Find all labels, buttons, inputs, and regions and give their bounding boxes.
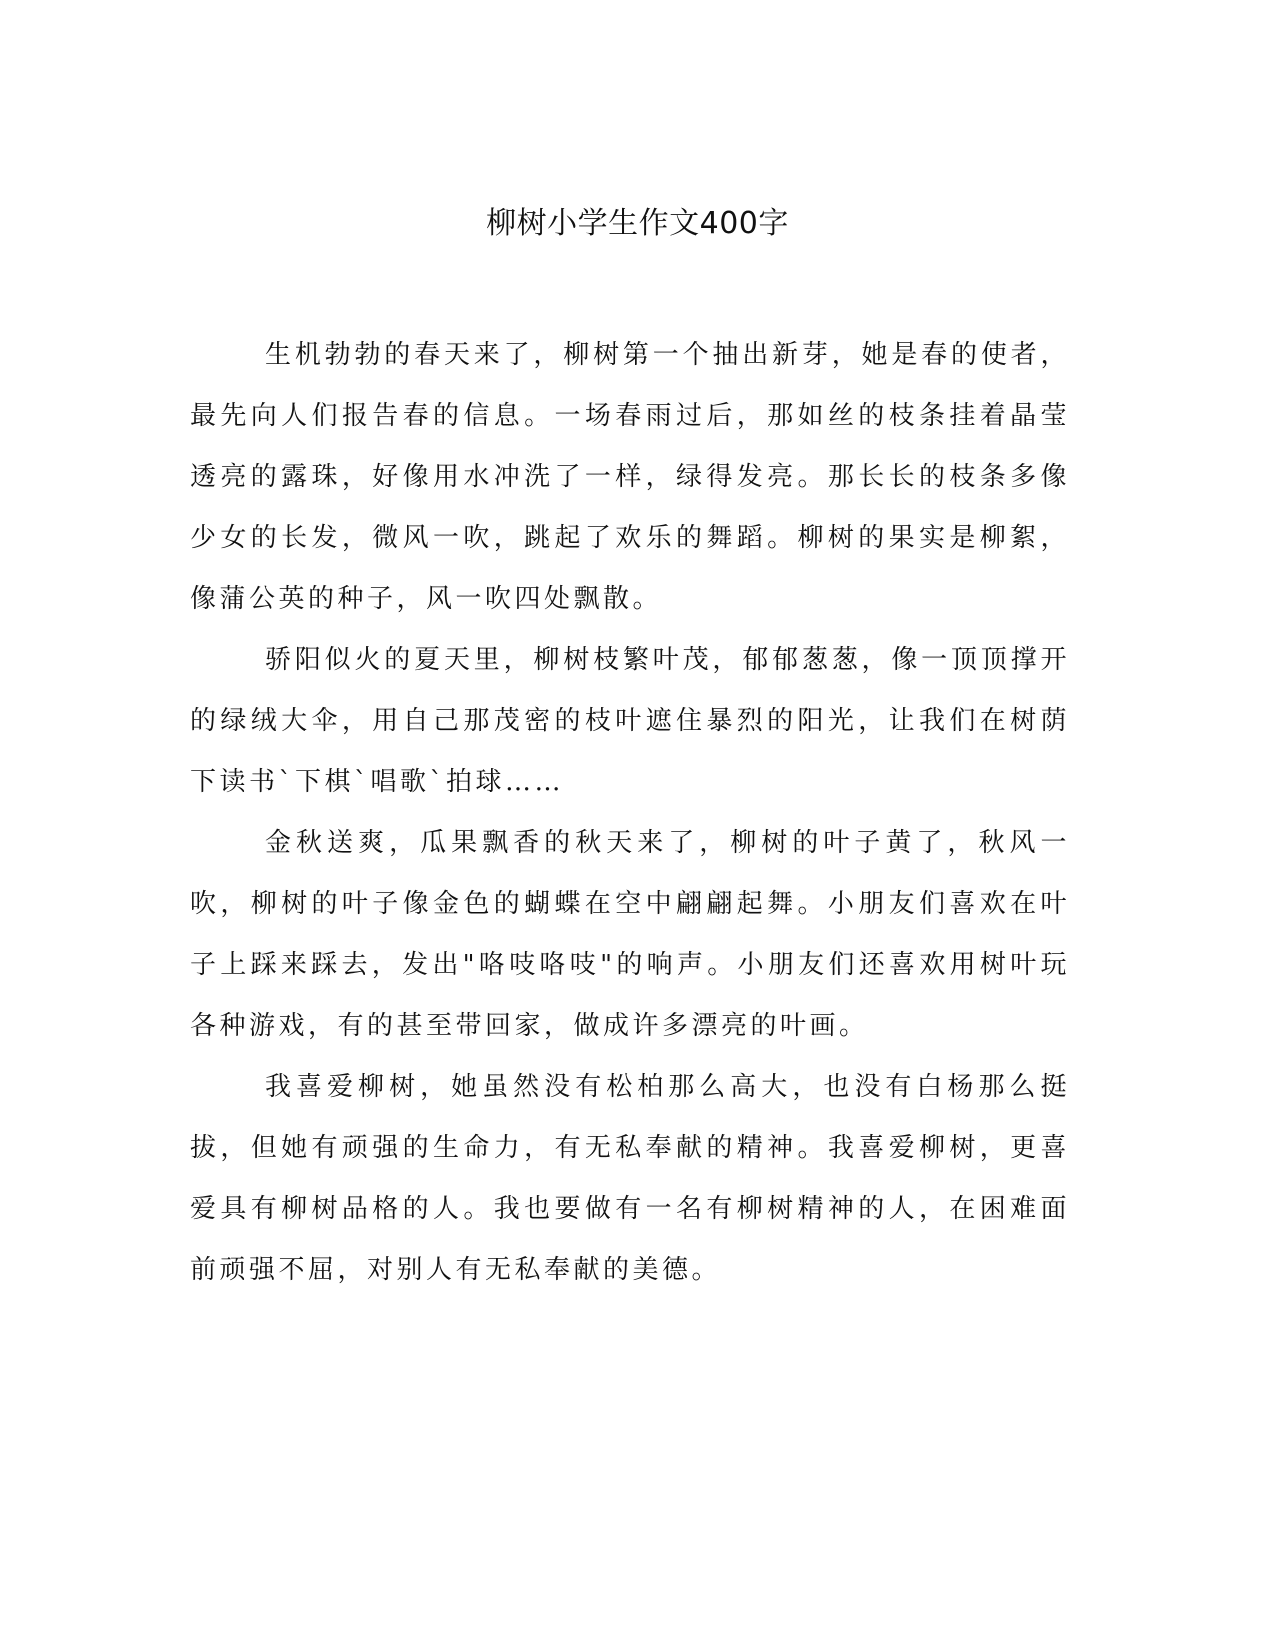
document-title: 柳树小学生作文400字 xyxy=(486,206,789,241)
paragraph-autumn: 金秋送爽，瓜果飘香的秋天来了，柳树的叶子黄了，秋风一吹，柳树的叶子像金色的蝴蝶在空中翩翩起舞。小朋友们喜欢在叶子上踩来踩去，发出"咯吱咯吱"的响声。小朋友们还喜欢用树叶玩各种游戏，有的甚至带回家，做成许多漂亮的叶画。 xyxy=(190,828,1070,1041)
paragraph-conclusion: 我喜爱柳树，她虽然没有松柏那么高大，也没有白杨那么挺拔，但她有顽强的生命力，有无私奉献的精神。我喜爱柳树，更喜爱具有柳树品格的人。我也要做有一名有柳树精神的人，在困难面前顽强不屈，对别人有无私奉献的美德。 xyxy=(190,1072,1070,1285)
essay-body xyxy=(190,325,1070,1301)
paragraph-spring: 生机勃勃的春天来了，柳树第一个抽出新芽，她是春的使者，最先向人们报告春的信息。一场春雨过后，那如丝的枝条挂着晶莹透亮的露珠，好像用水冲洗了一样，绿得发亮。那长长的枝条多像少女的长发，微风一吹，跳起了欢乐的舞蹈。柳树的果实是柳絮，像蒲公英的种子，风一吹四处飘散。 xyxy=(190,340,1070,614)
paragraph-summer: 骄阳似火的夏天里，柳树枝繁叶茂，郁郁葱葱，像一顶顶撑开的绿绒大伞，用自己那茂密的枝叶遮住暴烈的阳光，让我们在树荫下读书`下棋`唱歌`拍球…… xyxy=(190,645,1070,797)
